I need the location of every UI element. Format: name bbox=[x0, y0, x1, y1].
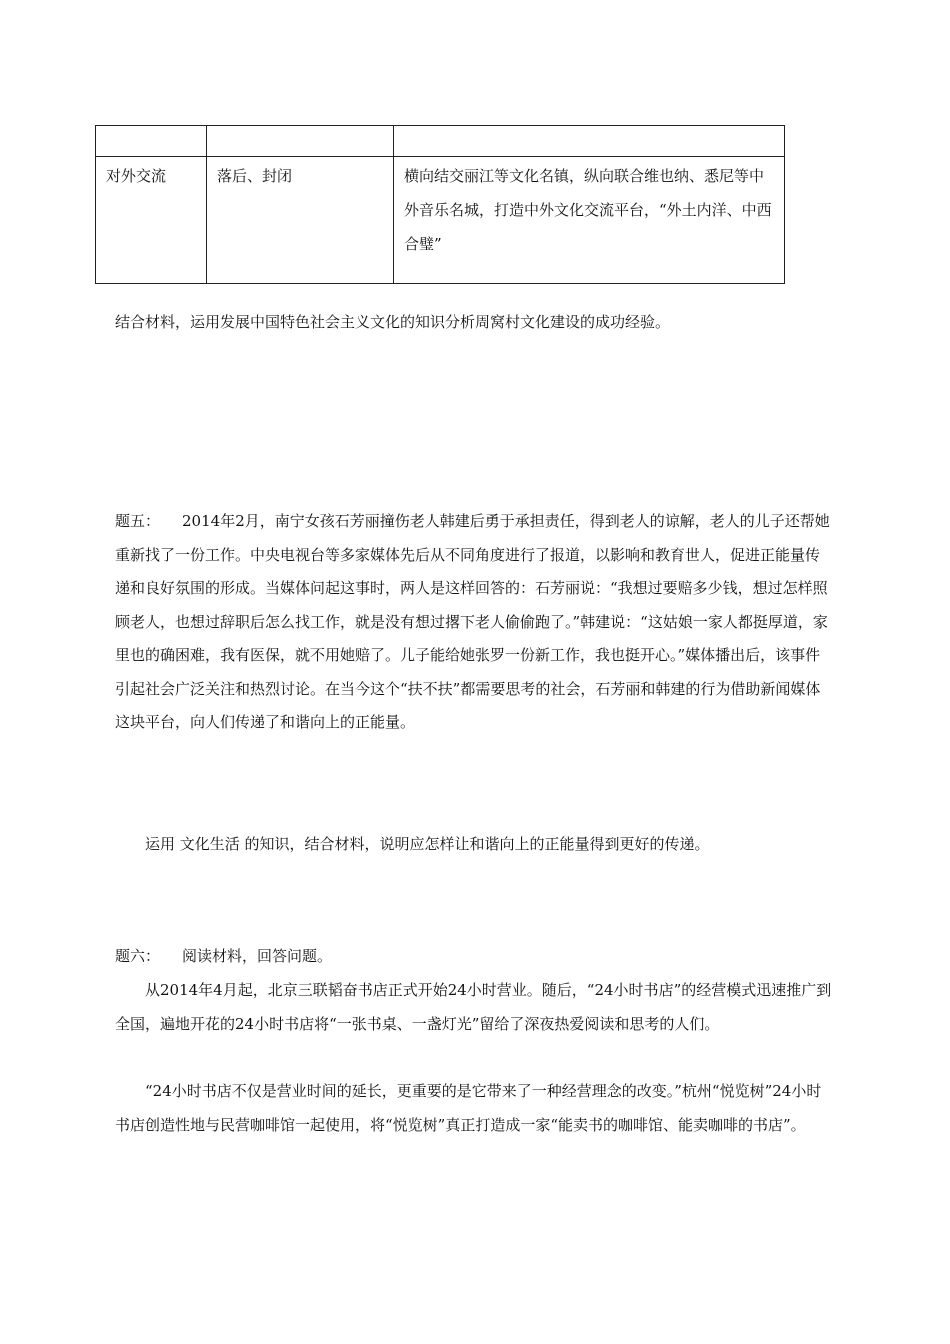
table-cell bbox=[96, 126, 207, 157]
table-cell-before: 落后、封闭 bbox=[207, 157, 394, 284]
table-cell bbox=[207, 126, 394, 157]
question5-paragraph bbox=[115, 505, 833, 740]
table-cell-after: 横向结交丽江等文化名镇，纵向联合维也纳、悉尼等中外音乐名城，打造中外文化交流平台，“外土内洋、中西合璧” bbox=[394, 157, 785, 284]
question5-label: 题五： bbox=[115, 512, 161, 530]
table-cell bbox=[394, 126, 785, 157]
question6-paragraph-2: “24小时书店不仅是营业时间的延长，更重要的是它带来了一种经营理念的改变。”杭州“悦览树”24小时书店创造性地与民营咖啡馆一起使用，将“悦览树”真正打造成一家“能卖书的咖啡馆、能卖咖啡的书店”。 bbox=[115, 1082, 822, 1134]
question6-paragraph-1: 从2014年4月起，北京三联韬奋书店正式开始24小时营业。随后，“24小时书店”的经营模式迅速推广到全国，遍地开花的24小时书店将“一张书桌、一盏灯光”留给了深夜热爱阅读和思考的人们。 bbox=[115, 981, 832, 1033]
question6-heading bbox=[115, 940, 833, 974]
question6-intro: 阅读材料，回答问题。 bbox=[182, 947, 333, 965]
comparison-table bbox=[95, 125, 785, 284]
table-cell-category: 对外交流 bbox=[96, 157, 207, 284]
table-row bbox=[96, 157, 785, 284]
question5-prompt: 运用 文化生活 的知识，结合材料，说明应怎样让和谐向上的正能量得到更好的传递。 bbox=[145, 835, 710, 853]
question6-label: 题六： bbox=[115, 947, 161, 965]
table-row bbox=[96, 126, 785, 157]
question4-prompt: 结合材料，运用发展中国特色社会主义文化的知识分析周窝村文化建设的成功经验。 bbox=[115, 313, 671, 331]
question5-body: 2014年2月，南宁女孩石芳丽撞伤老人韩建后勇于承担责任，得到老人的谅解，老人的儿子还帮她重新找了一份工作。中央电视台等多家媒体先后从不同角度进行了报道，以影响和教育世人，促进正能量传递和良好氛围的形成。当媒体问起这事时，两人是这样回答的：石芳丽说：“我想过要赔多少钱，想过怎样照顾老人，也想过辞职后怎么找工作，就是没有想过撂下老人偷偷跑了。”韩建说：“这姑娘一家人都挺厚道，家里也的确困难，我有医保，就不用她赔了。儿子能给她张罗一份新工作，我也挺开心。”媒体播出后，该事件引起社会广泛关注和热烈讨论。在当今这个“扶不扶”都需要思考的社会，石芳丽和韩建的行为借助新闻媒体这块平台，向人们传递了和谐向上的正能量。 bbox=[115, 512, 830, 731]
